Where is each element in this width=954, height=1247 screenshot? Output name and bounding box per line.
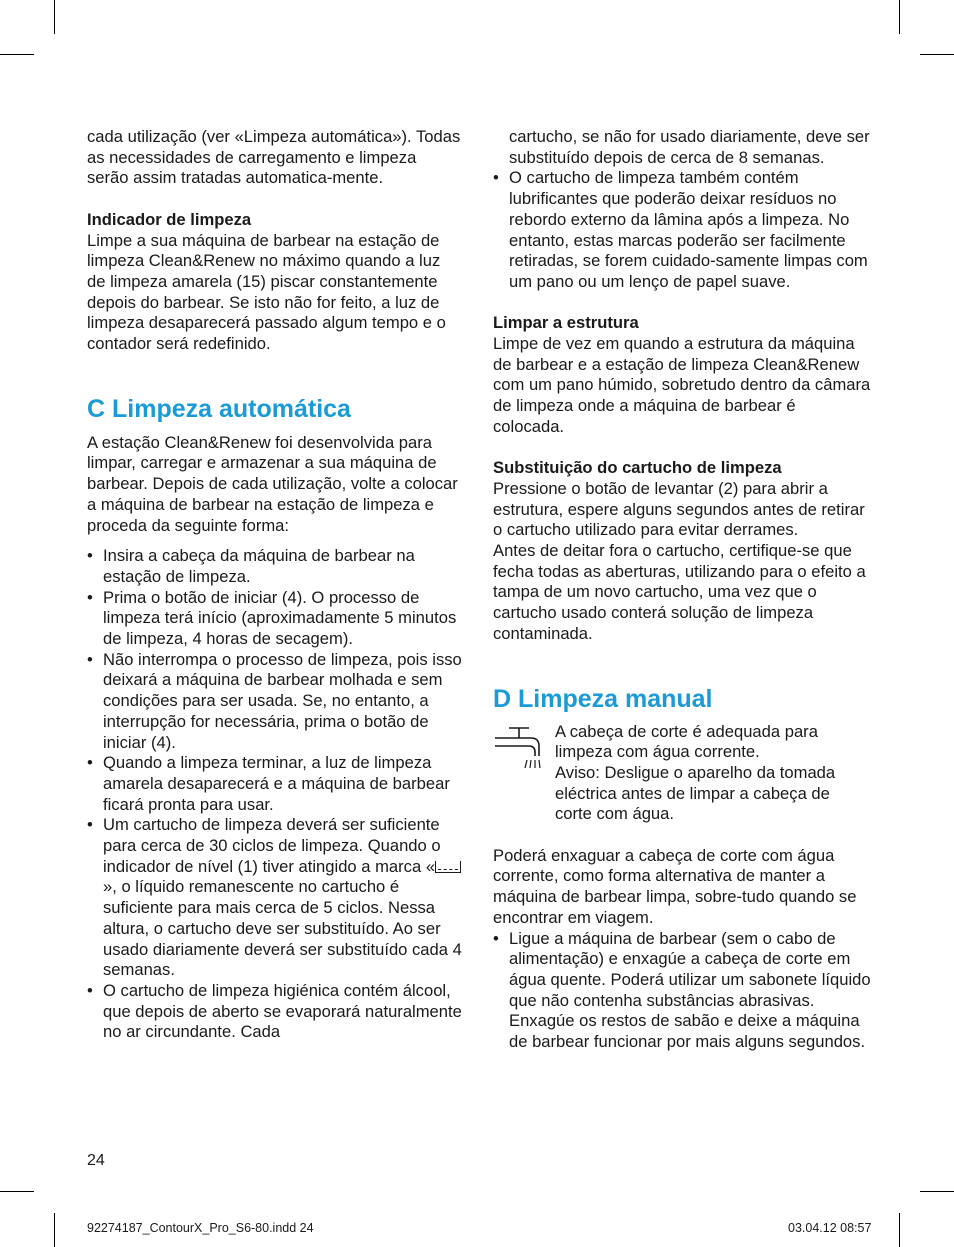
crop-mark <box>920 54 954 55</box>
housing-paragraph: Limpe de vez em quando a estrutura da máquina de barbear e a estação de limpeza Clean&Renew com um pano húmido, sobretudo dentro da câmara de limpeza onde a máquina de barbear é colocada. <box>493 334 871 436</box>
manual-clean-note <box>493 722 871 826</box>
list-item: • Ligue a máquina de barbear (sem o cabo de alimentação) e enxagúe a cabeça de corte em água quente. Poderá utilizar um sabonete líquido que não contenha substâncias abrasivas. Enxagúe os restos de sabão e deixe a máquina de barbear funcionar por mais alguns segundos. <box>493 929 871 1053</box>
manual-warning: Aviso: Desligue o aparelho da tomada eléctrica antes de limpar a cabeça de corte com água. <box>555 762 836 824</box>
list-item: • Quando a limpeza terminar, a luz de limpeza amarela desaparecerá e a máquina de barbear ficará pronta para usar. <box>87 753 462 815</box>
water-tap-icon <box>493 722 555 776</box>
indicator-heading: Indicador de limpeza <box>87 209 252 229</box>
crop-mark <box>920 1191 954 1192</box>
level-mark-icon <box>435 861 461 873</box>
crop-mark <box>54 1213 55 1247</box>
section-c-intro: A estação Clean&Renew foi desenvolvida para limpar, carregar e armazenar a sua máquina de barbear. Depois de cada utilização, volte a colocar a máquina de barbear na estação de limpeza e proceda da seguinte forma: <box>87 432 458 535</box>
list-item: • Um cartucho de limpeza deverá ser suficiente para cerca de 30 ciclos de limpeza. Quando o indicador de nível (1) tiver atingido a marca «», o líquido remanescente no cartucho é suficiente para mais cerca de 5 ciclos. Nessa altura, o cartucho deve ser substituído. Ao ser usado diariamente deverá ser substituído cada 4 semanas. <box>87 815 462 981</box>
list-item: • O cartucho de limpeza higiénica contém álcool, que depois de aberto se evaporará naturalmente no ar circundante. Cada <box>87 981 462 1043</box>
replace-heading: Substituição do cartucho de limpeza <box>493 458 782 478</box>
manual-paragraph-1: A cabeça de corte é adequada para limpeza com água corrente. <box>555 721 818 762</box>
footer-date: 03.04.12 08:57 <box>788 1221 872 1235</box>
list-item: • Não interrompa o processo de limpeza, pois isso deixará a máquina de barbear molhada e sem condições para ser usada. Se, no entanto, a interrupção for necessária, prima o botão de iniciar (4). <box>87 650 462 754</box>
left-column <box>87 127 462 1043</box>
indicator-paragraph: Limpe a sua máquina de barbear na estação de limpeza Clean&Renew no máximo quando a luz de limpeza amarela (15) piscar constantemente depois do barbear. Se isto não for feito, a luz de limpeza desaparecerá passado algum tempo e o contador será redefinido. <box>87 230 446 354</box>
list-item: • Prima o botão de iniciar (4). O processo de limpeza terá início (aproximadamente 5 minutos de limpeza, 4 horas de secagem). <box>87 588 462 650</box>
section-d-title: D Limpeza manual <box>493 684 713 713</box>
crop-mark <box>899 1213 900 1247</box>
page-number: 24 <box>87 1152 105 1169</box>
continued-paragraph: cartucho, se não for usado diariamente, deve ser substituído depois de cerca de 8 semanas. <box>509 127 870 167</box>
cartridge-list <box>493 168 871 292</box>
crop-mark <box>0 1191 34 1192</box>
replace-paragraph-1: Pressione o botão de levantar (2) para abrir a estrutura, espere alguns segundos antes de retirar o cartucho utilizado para evitar derrames. <box>493 478 865 540</box>
crop-mark <box>0 54 34 55</box>
crop-mark <box>899 0 900 34</box>
list-item: • O cartucho de limpeza também contém lubrificantes que poderão deixar resíduos no rebordo externo da lâmina após a limpeza. No entanto, estas marcas poderão ser facilmente retiradas, se forem cuidado-samente limpas com um pano ou um lenço de papel suave. <box>493 168 871 292</box>
intro-paragraph: cada utilização (ver «Limpeza automática»). Todas as necessidades de carregamento e limpeza serão assim tratadas automatica-mente. <box>87 127 461 188</box>
auto-clean-list <box>87 546 462 1043</box>
section-c-title: C Limpeza automática <box>87 394 351 423</box>
housing-heading: Limpar a estrutura <box>493 313 639 333</box>
rinse-paragraph: Poderá enxaguar a cabeça de corte com água corrente, como forma alternativa de manter a máquina de barbear limpa, sobre-tudo quando se encontrar em viagem. <box>493 845 857 927</box>
crop-mark <box>54 0 55 34</box>
list-item: • Insira a cabeça da máquina de barbear na estação de limpeza. <box>87 546 462 587</box>
footer-file: 92274187_ContourX_Pro_S6-80.indd 24 <box>87 1221 314 1235</box>
rinse-list <box>493 929 871 1053</box>
replace-paragraph-2: Antes de deitar fora o cartucho, certifique-se que fecha todas as aberturas, utilizando para o efeito a tampa de um novo cartucho, uma vez que o cartucho usado conterá solução de limpeza contaminada. <box>493 541 866 643</box>
right-column <box>493 127 871 1053</box>
